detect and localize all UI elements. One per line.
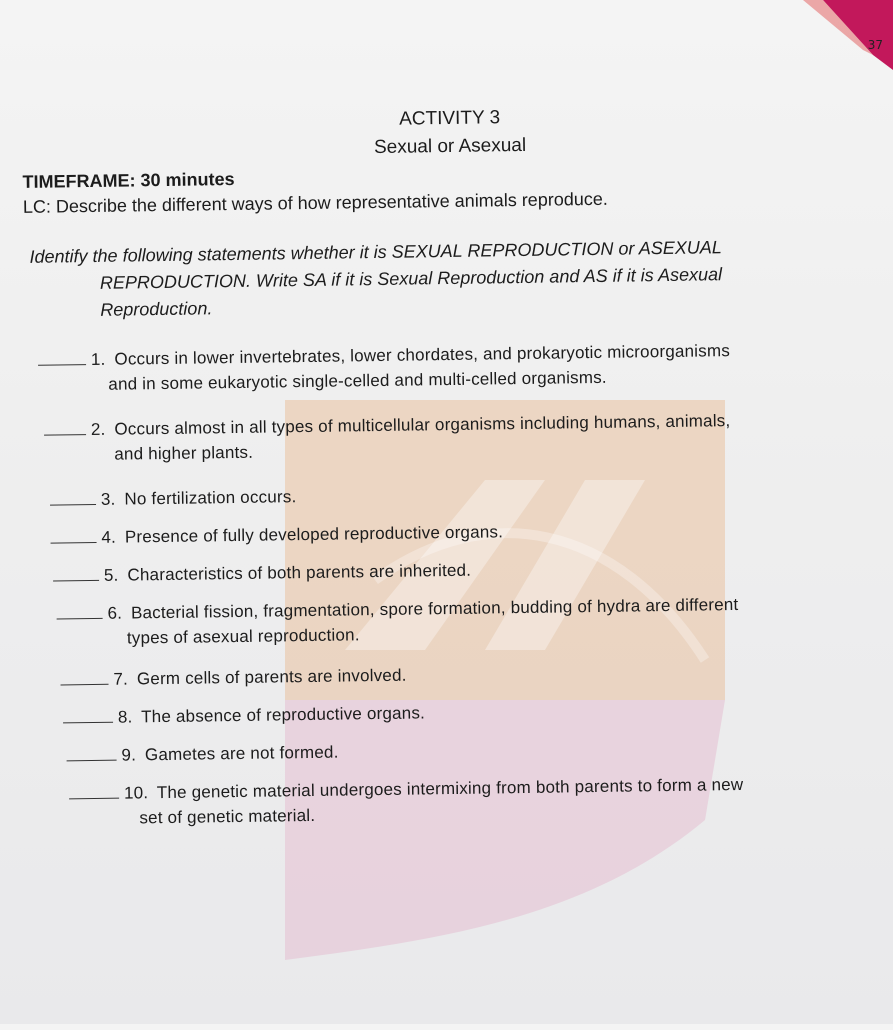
activity-title: ACTIVITY 3 [399, 107, 501, 130]
list-item [66, 732, 856, 768]
list-item [53, 553, 843, 589]
answer-blank[interactable] [66, 746, 116, 762]
item-text: The absence of reproductive organs. [141, 703, 426, 727]
answer-blank[interactable] [56, 604, 102, 620]
activity-subtitle: Sexual or Asexual [373, 134, 527, 159]
item-number: 9. [121, 745, 137, 765]
item-number: 3. [100, 489, 116, 509]
item-number: 4. [101, 527, 117, 547]
instructions [29, 232, 880, 325]
item-number: 8. [117, 707, 133, 727]
item-number: 7. [113, 669, 129, 689]
item-text-continued: and higher plants. [114, 442, 254, 464]
answer-blank[interactable] [50, 490, 96, 506]
item-number: 1. [90, 349, 106, 369]
list-item [50, 477, 840, 513]
answer-blank[interactable] [60, 670, 108, 686]
item-text: Gametes are not formed. [144, 742, 339, 765]
item-text: Occurs in lower invertebrates, lower chordates, and prokaryotic microorganisms [114, 341, 731, 369]
answer-blank[interactable] [53, 566, 99, 582]
item-text-continued: and in some eukaryotic single-celled and multi-celled organisms. [108, 367, 607, 394]
instructions-line-2: REPRODUCTION. Write SA if it is Sexual Reproduction and AS if it is Asexual [99, 264, 723, 293]
item-text-continued: set of genetic material. [139, 805, 316, 828]
instructions-line-3: Reproduction. [100, 298, 213, 320]
answer-blank[interactable] [69, 784, 119, 800]
list-item [69, 770, 860, 831]
answer-blank[interactable] [38, 350, 86, 366]
item-text-continued: types of asexual reproduction. [126, 625, 360, 648]
item-text: Bacterial fission, fragmentation, spore formation, budding of hydra are different [130, 594, 739, 623]
item-number: 6. [107, 603, 123, 623]
list-item [38, 337, 829, 398]
item-text: Occurs almost in all types of multicellular organisms including humans, animals, [114, 411, 731, 439]
learning-competency: LC: Describe the different ways of how representative animals reproduce. [22, 188, 608, 217]
item-text: Germ cells of parents are involved. [136, 665, 407, 689]
item-number: 5. [103, 565, 119, 585]
list-item [50, 515, 840, 551]
item-text: Presence of fully developed reproductive organs. [124, 522, 504, 547]
list-item [60, 656, 850, 692]
item-text: Characteristics of both parents are inherited. [127, 560, 472, 585]
item-number: 2. [90, 419, 106, 440]
answer-blank[interactable] [50, 528, 96, 544]
list-item [63, 694, 853, 730]
answer-blank[interactable] [63, 708, 113, 724]
answer-blank[interactable] [44, 420, 86, 436]
item-text: No fertilization occurs. [124, 487, 297, 509]
page-number: 37 [867, 38, 883, 52]
timeframe: TIMEFRAME: 30 minutes [22, 168, 235, 192]
item-text: The genetic material undergoes intermixing from both parents to form a new [156, 774, 744, 803]
instructions-line-1: Identify the following statements whether it is SEXUAL REPRODUCTION or ASEXUAL [29, 237, 722, 267]
list-item [56, 590, 847, 651]
list-item [44, 407, 835, 468]
item-number: 10. [123, 783, 149, 803]
